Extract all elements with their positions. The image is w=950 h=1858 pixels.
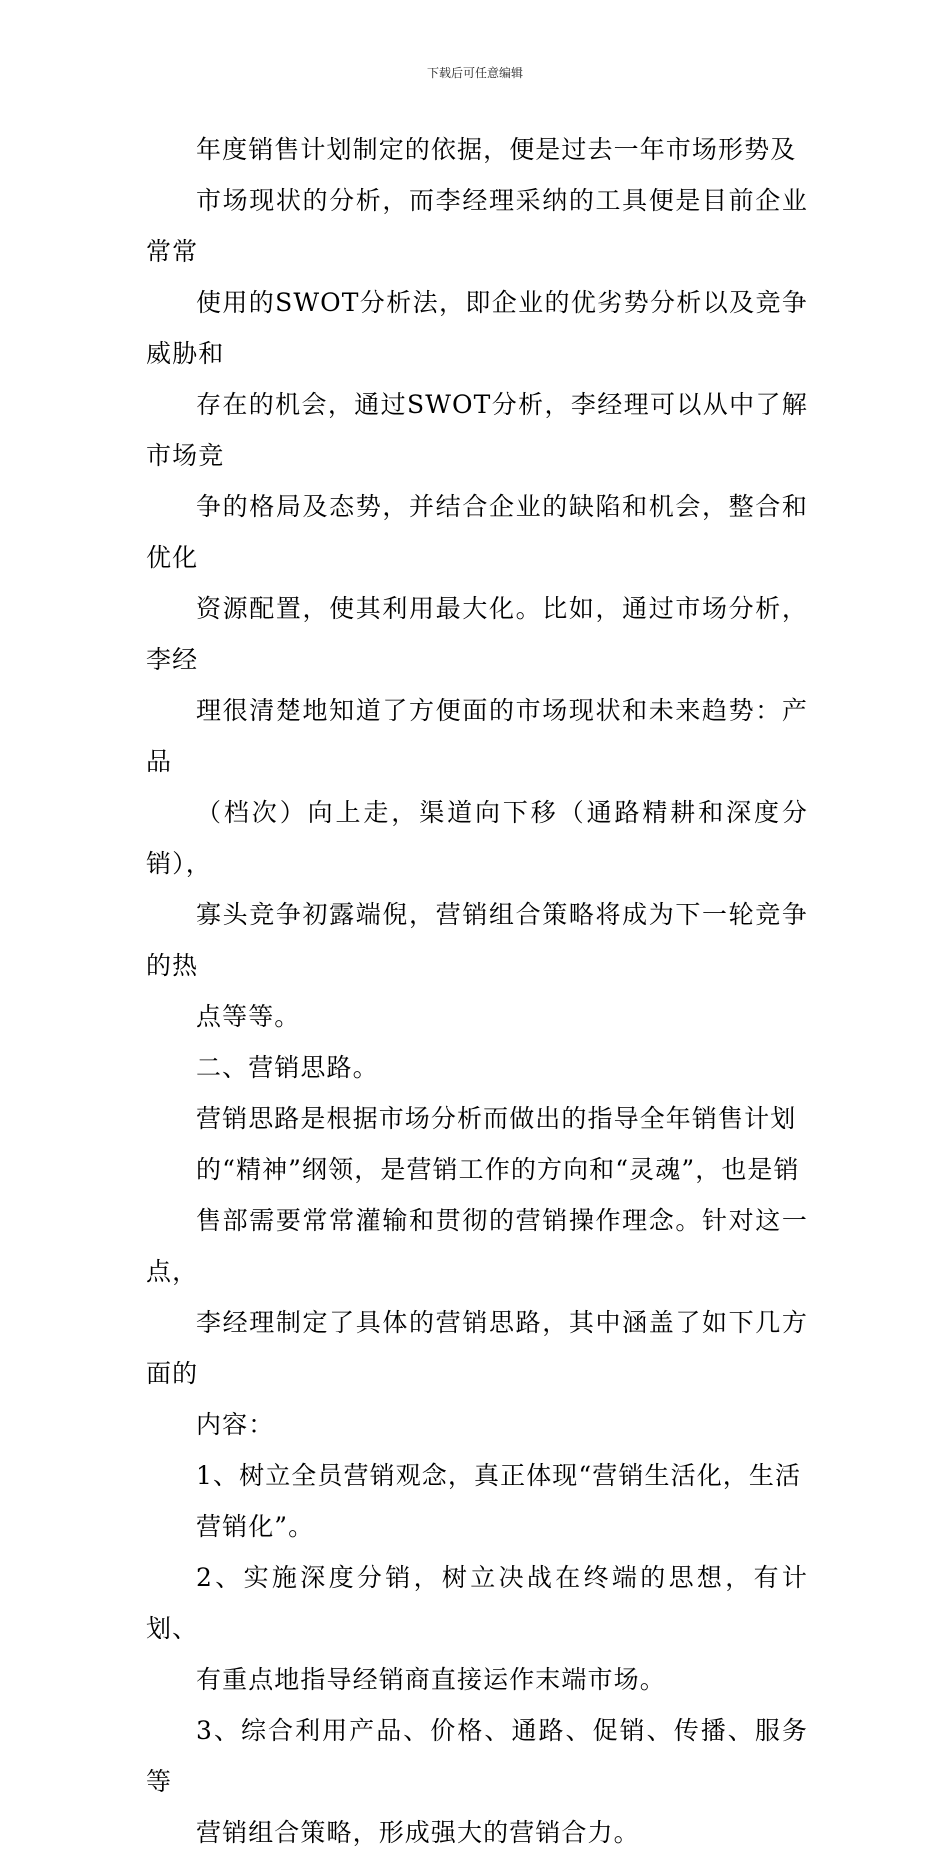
text-line: 售部需要常常灌输和贯彻的营销操作理念。针对这一点， (146, 1206, 808, 1286)
text-line: 的“精神”纲领，是营销工作的方向和“灵魂”，也是销 (196, 1155, 800, 1184)
text-line: 营销化”。 (196, 1512, 315, 1541)
document-body (146, 124, 808, 1858)
text-line: 二、营销思路。 (196, 1053, 379, 1082)
text-line: 理很清楚地知道了方便面的市场现状和未来趋势：产品 (146, 696, 808, 776)
text-line: 存在的机会，通过SWOT分析，李经理可以从中了解市场竞 (146, 390, 808, 470)
text-line: 使用的SWOT分析法，即企业的优劣势分析以及竞争威胁和 (146, 288, 808, 368)
text-line: 点等等。 (196, 1002, 301, 1031)
text-line: 年度销售计划制定的依据，便是过去一年市场形势及 (196, 135, 797, 164)
text-line: 1、树立全员营销观念，真正体现“营销生活化，生活 (196, 1461, 802, 1490)
paragraph-sales-plan-basis (146, 124, 808, 1042)
text-line: 李经理制定了具体的营销思路，其中涵盖了如下几方面的 (146, 1308, 808, 1388)
list-item-1 (146, 1450, 808, 1552)
text-line: 争的格局及态势，并结合企业的缺陷和机会，整合和优化 (146, 492, 808, 572)
list-item-3 (146, 1705, 808, 1858)
text-line: 3、综合利用产品、价格、通路、促销、传播、服务等 (146, 1716, 808, 1796)
paragraph-marketing-ideas (146, 1093, 808, 1450)
list-item-2 (146, 1552, 808, 1705)
text-line: 有重点地指导经销商直接运作末端市场。 (196, 1665, 666, 1694)
text-line: （档次）向上走，渠道向下移（通路精耕和深度分销）， (146, 798, 808, 878)
text-line: 资源配置，使其利用最大化。比如，通过市场分析，李经 (146, 594, 808, 674)
section-heading-marketing-ideas (146, 1042, 808, 1093)
page-header: 下载后可任意编辑 (426, 66, 523, 80)
text-line: 营销思路是根据市场分析而做出的指导全年销售计划 (196, 1104, 797, 1133)
text-line: 市场现状的分析，而李经理采纳的工具便是目前企业常常 (146, 186, 808, 266)
text-line: 寡头竞争初露端倪，营销组合策略将成为下一轮竞争的热 (146, 900, 808, 980)
text-line: 内容： (196, 1410, 275, 1439)
text-line: 2、实施深度分销，树立决战在终端的思想，有计划、 (146, 1563, 808, 1643)
text-line: 营销组合策略，形成强大的营销合力。 (196, 1818, 640, 1847)
